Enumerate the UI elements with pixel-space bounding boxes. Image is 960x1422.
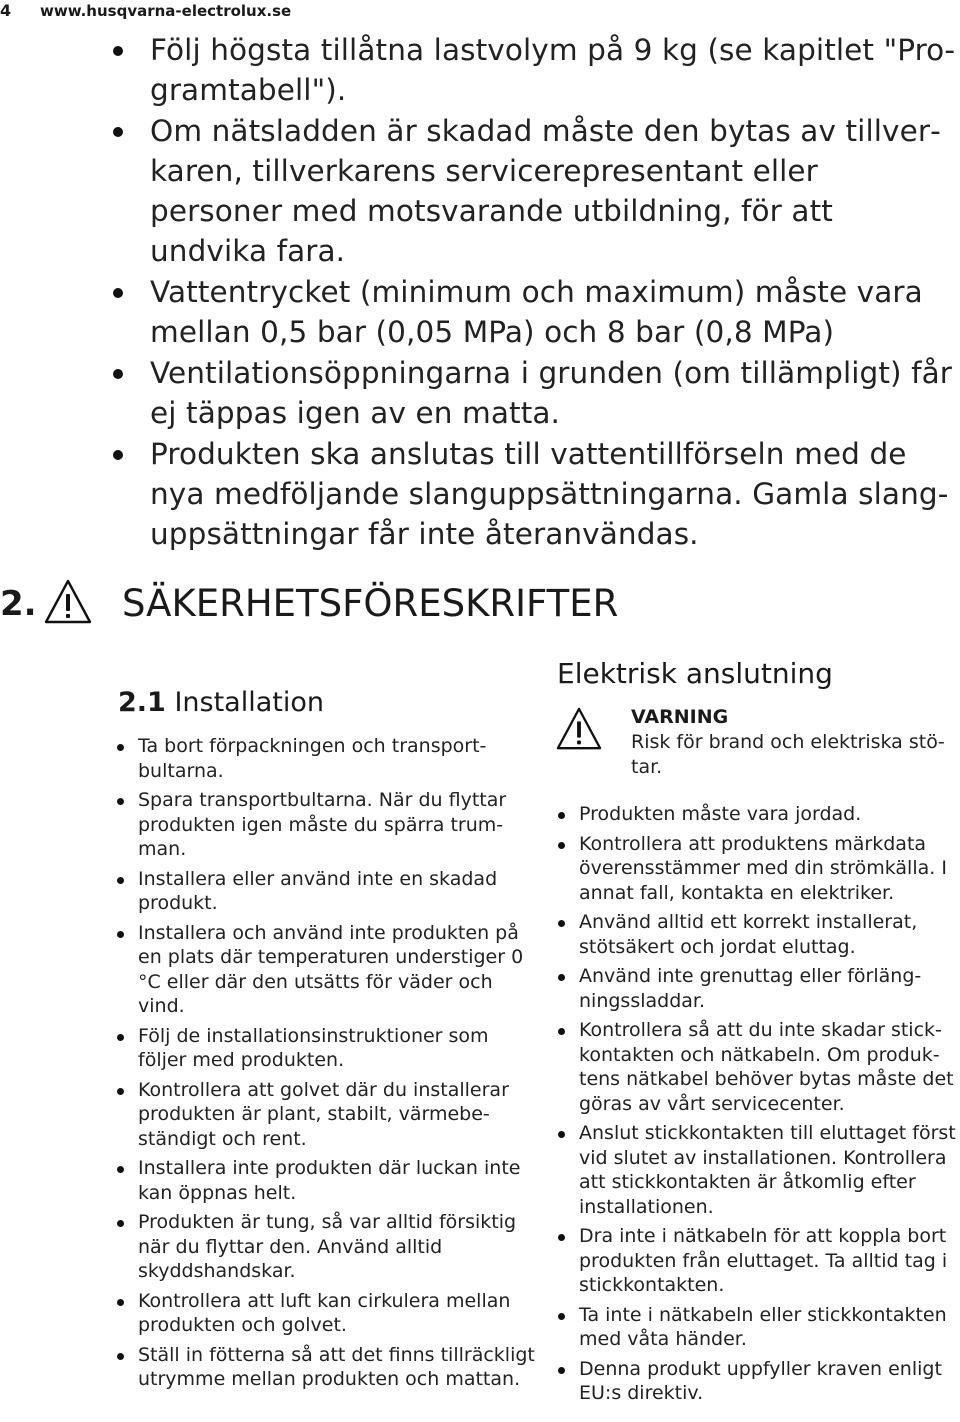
subsection-number: 2.1	[118, 687, 166, 718]
list-item: Dra inte i nätkabeln för att koppla bort produkten från eluttaget. Ta alltid tag i stickkontakten.	[579, 1224, 959, 1298]
list-item: Denna produkt uppfyller kraven enligt EU:s direktiv.	[579, 1357, 959, 1406]
section-heading	[0, 578, 960, 630]
list-item: Följ de installationsinstruktioner som följer med produkten.	[138, 1024, 536, 1073]
list-item: Följ högsta tillåtna lastvolym på 9 kg (se kapitlet "Programtabell").	[150, 30, 955, 110]
section-number: 2.	[0, 584, 37, 624]
list-item: Installera och använd inte produkten på en plats där temperaturen understiger 0 °C eller där den utsätts för väder och vind.	[138, 921, 536, 1019]
list-item: Installera eller använd inte en skadad produkt.	[138, 867, 536, 916]
general-safety-list	[150, 30, 955, 555]
list-item: Spara transportbultarna. När du flyttar produkten igen måste du spärra trumman.	[138, 788, 536, 862]
warning-triangle-icon	[44, 578, 92, 626]
list-item: Installera inte produkten där luckan inte kan öppnas helt.	[138, 1156, 536, 1205]
list-item: Använd alltid ett korrekt installerat, stötsäkert och jordat eluttag.	[579, 910, 959, 959]
list-item: Produkten är tung, så var alltid försiktig när du flyttar den. Använd alltid skyddshandskar.	[138, 1210, 536, 1284]
list-item: Vattentrycket (minimum och maximum) måste vara mellan 0,5 bar (0,05 MPa) och 8 bar (0,8 MPa)	[150, 272, 955, 352]
list-item: Ta inte i nätkabeln eller stickkontakten med våta händer.	[579, 1303, 959, 1352]
list-item: Kontrollera så att du inte skadar stickkontakten och nätkabeln. Om produktens nätkabel behöver bytas måste det göras av vårt servicecenter.	[579, 1018, 959, 1116]
list-item: Anslut stickkontakten till eluttaget först vid slutet av installationen. Kontrollera att stickkontakten är åtkomlig efter installationen.	[579, 1121, 959, 1219]
installation-list	[138, 734, 536, 1397]
warning-triangle-icon	[556, 706, 602, 752]
installation-heading	[118, 684, 324, 722]
electrical-heading: Elektrisk anslutning	[557, 657, 833, 690]
warning-text: Risk för brand och elektriska stötar.	[631, 731, 945, 778]
list-item: Produkten måste vara jordad.	[579, 802, 959, 827]
list-item: Ta bort förpackningen och transportbultarna.	[138, 734, 536, 783]
list-item: Om nätsladden är skadad måste den bytas av tillverkaren, tillverkarens servicerepresentant eller personer med motsvarande utbildning, för att undvika fara.	[150, 111, 955, 271]
list-item: Kontrollera att luft kan cirkulera mellan produkten och golvet.	[138, 1289, 536, 1338]
list-item: Ventilationsöppningarna i grunden (om tillämpligt) får ej täppas igen av en matta.	[150, 353, 955, 433]
list-item: Använd inte grenuttag eller förlängningssladdar.	[579, 964, 959, 1013]
list-item: Produkten ska anslutas till vattentillförseln med de nya medföljande slanguppsättningarna. Gamla slanguppsättningar får inte återanvändas.	[150, 434, 955, 554]
page-number: 4	[0, 1, 12, 20]
subsection-title: Installation	[174, 687, 324, 718]
list-item: Kontrollera att golvet där du installerar produkten är plant, stabilt, värmebeständigt och rent.	[138, 1078, 536, 1152]
warning-label: VARNING	[631, 706, 729, 728]
electrical-list	[579, 802, 959, 1411]
section-title: SÄKERHETSFÖRESKRIFTER	[122, 582, 619, 625]
list-item: Kontrollera att produktens märkdata överensstämmer med din strömkälla. I annat fall, kontakta en elektriker.	[579, 832, 959, 906]
list-item: Ställ in fötterna så att det finns tillräckligt utrymme mellan produkten och mattan.	[138, 1343, 535, 1390]
site-url[interactable]: www.husqvarna-electrolux.se	[40, 2, 292, 20]
